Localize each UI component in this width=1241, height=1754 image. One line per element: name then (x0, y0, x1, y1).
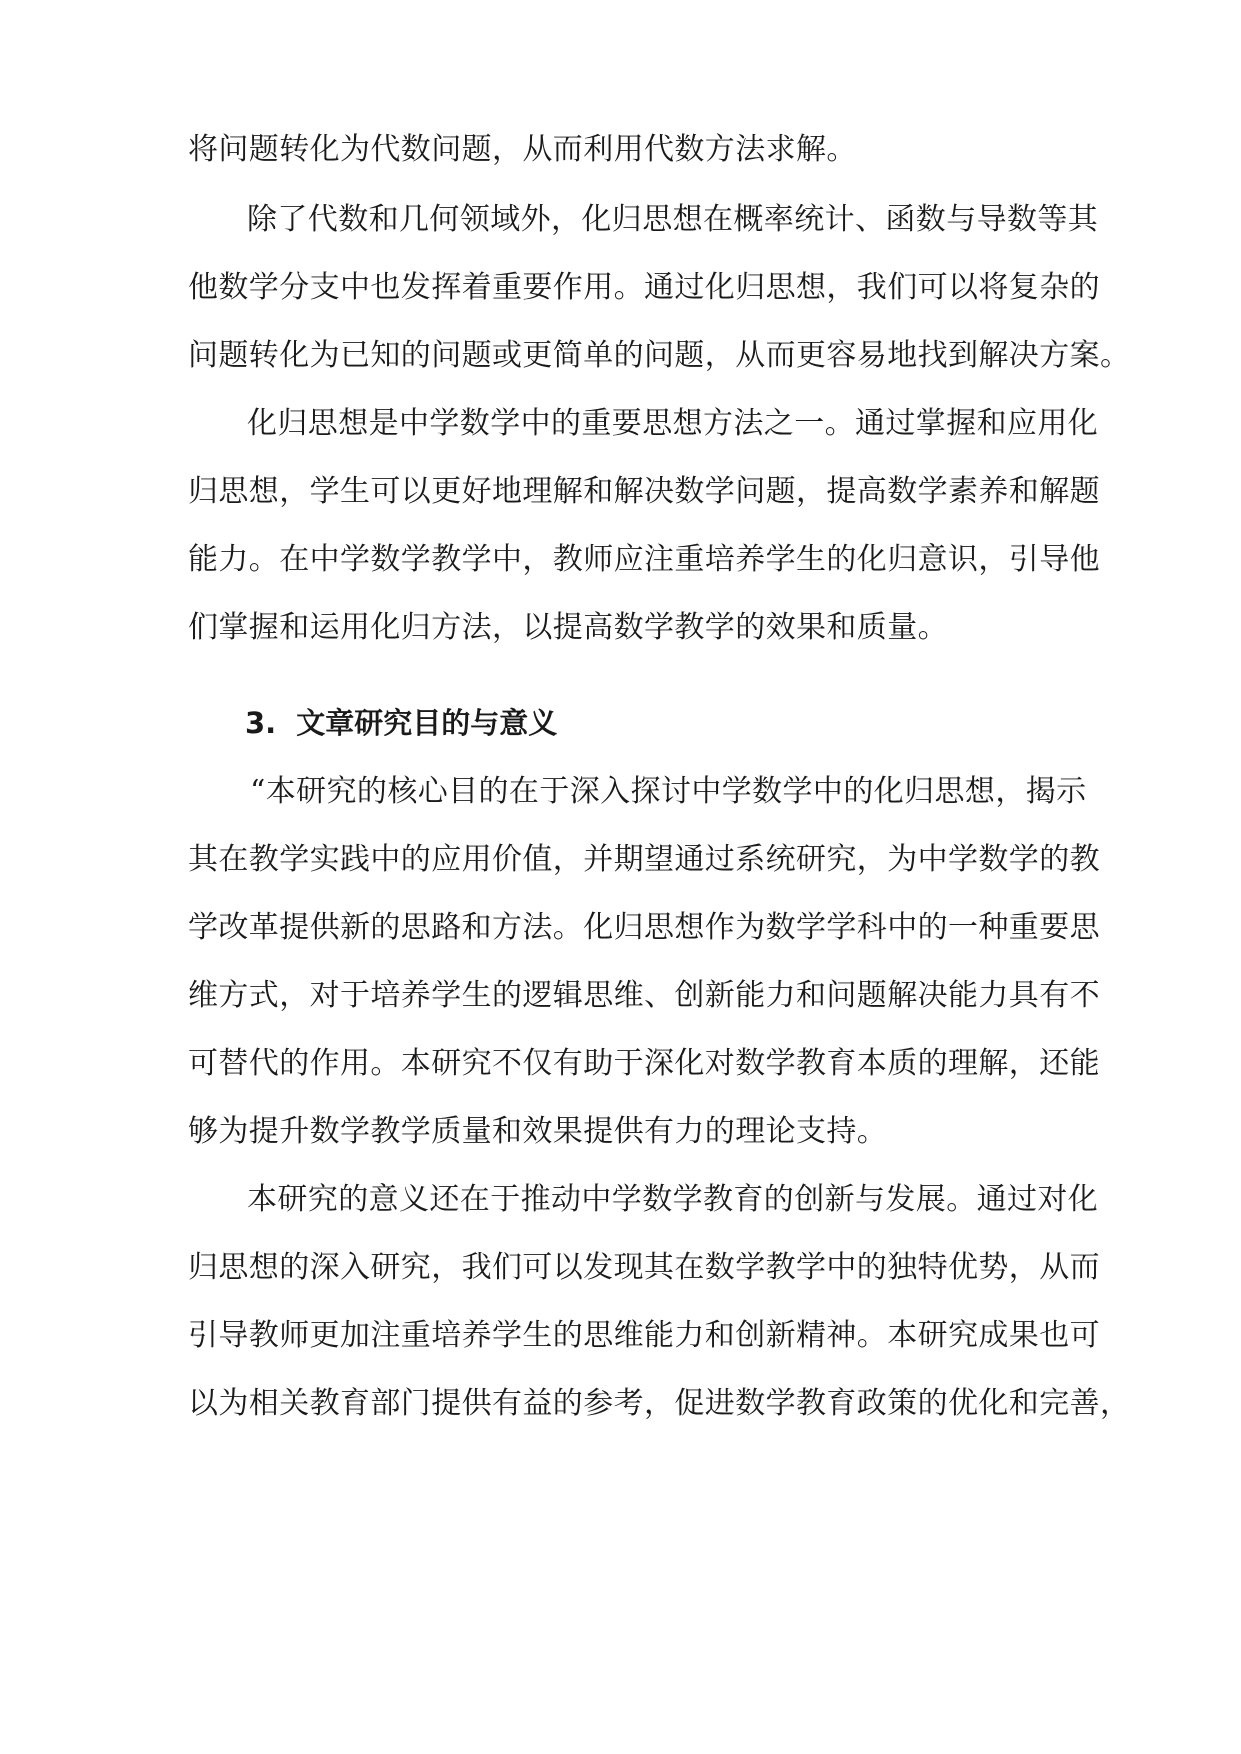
paragraph-line: 除了代数和几何领域外，化归思想在概率统计、函数与导数等其 (247, 202, 1099, 237)
paragraph-line: 能力。在中学数学教学中，教师应注重培养学生的化归意识，引导他 (188, 542, 1100, 577)
paragraph-line: 们掌握和运用化归方法，以提高数学教学的效果和质量。 (188, 610, 948, 645)
paragraph-line: 将问题转化为代数问题，从而利用代数方法求解。 (188, 132, 857, 167)
paragraph-line: 以为相关教育部门提供有益的参考，促进数学教育政策的优化和完善， (188, 1386, 1131, 1421)
paragraph-line: 引导教师更加注重培养学生的思维能力和创新精神。本研究成果也可 (188, 1318, 1100, 1353)
paragraph-line: 其在教学实践中的应用价值，并期望通过系统研究，为中学数学的教 (188, 842, 1100, 877)
paragraph-line: 归思想，学生可以更好地理解和解决数学问题，提高数学素养和解题 (188, 474, 1100, 509)
paragraph-line: 本研究的意义还在于推动中学数学教育的创新与发展。通过对化 (247, 1182, 1099, 1217)
paragraph-line: 化归思想是中学数学中的重要思想方法之一。通过掌握和应用化 (247, 406, 1099, 441)
paragraph-line: 维方式，对于培养学生的逻辑思维、创新能力和问题解决能力具有不 (188, 978, 1100, 1013)
section-heading (245, 703, 557, 743)
paragraph-line: “本研究的核心目的在于深入探讨中学数学中的化归思想，揭示 (250, 774, 1087, 809)
paragraph-line: 他数学分支中也发挥着重要作用。通过化归思想，我们可以将复杂的 (188, 270, 1100, 305)
paragraph-line: 问题转化为已知的问题或更简单的问题，从而更容易地找到解决方案。 (188, 338, 1131, 373)
section-number: 3. (245, 706, 277, 740)
paragraph-line: 归思想的深入研究，我们可以发现其在数学教学中的独特优势，从而 (188, 1250, 1100, 1285)
paragraph-line: 学改革提供新的思路和方法。化归思想作为数学学科中的一种重要思 (188, 910, 1100, 945)
section-title: 文章研究目的与意义 (296, 706, 558, 740)
paragraph-line: 可替代的作用。本研究不仅有助于深化对数学教育本质的理解，还能 (188, 1046, 1100, 1081)
paragraph-line: 够为提升数学教学质量和效果提供有力的理论支持。 (188, 1114, 888, 1149)
